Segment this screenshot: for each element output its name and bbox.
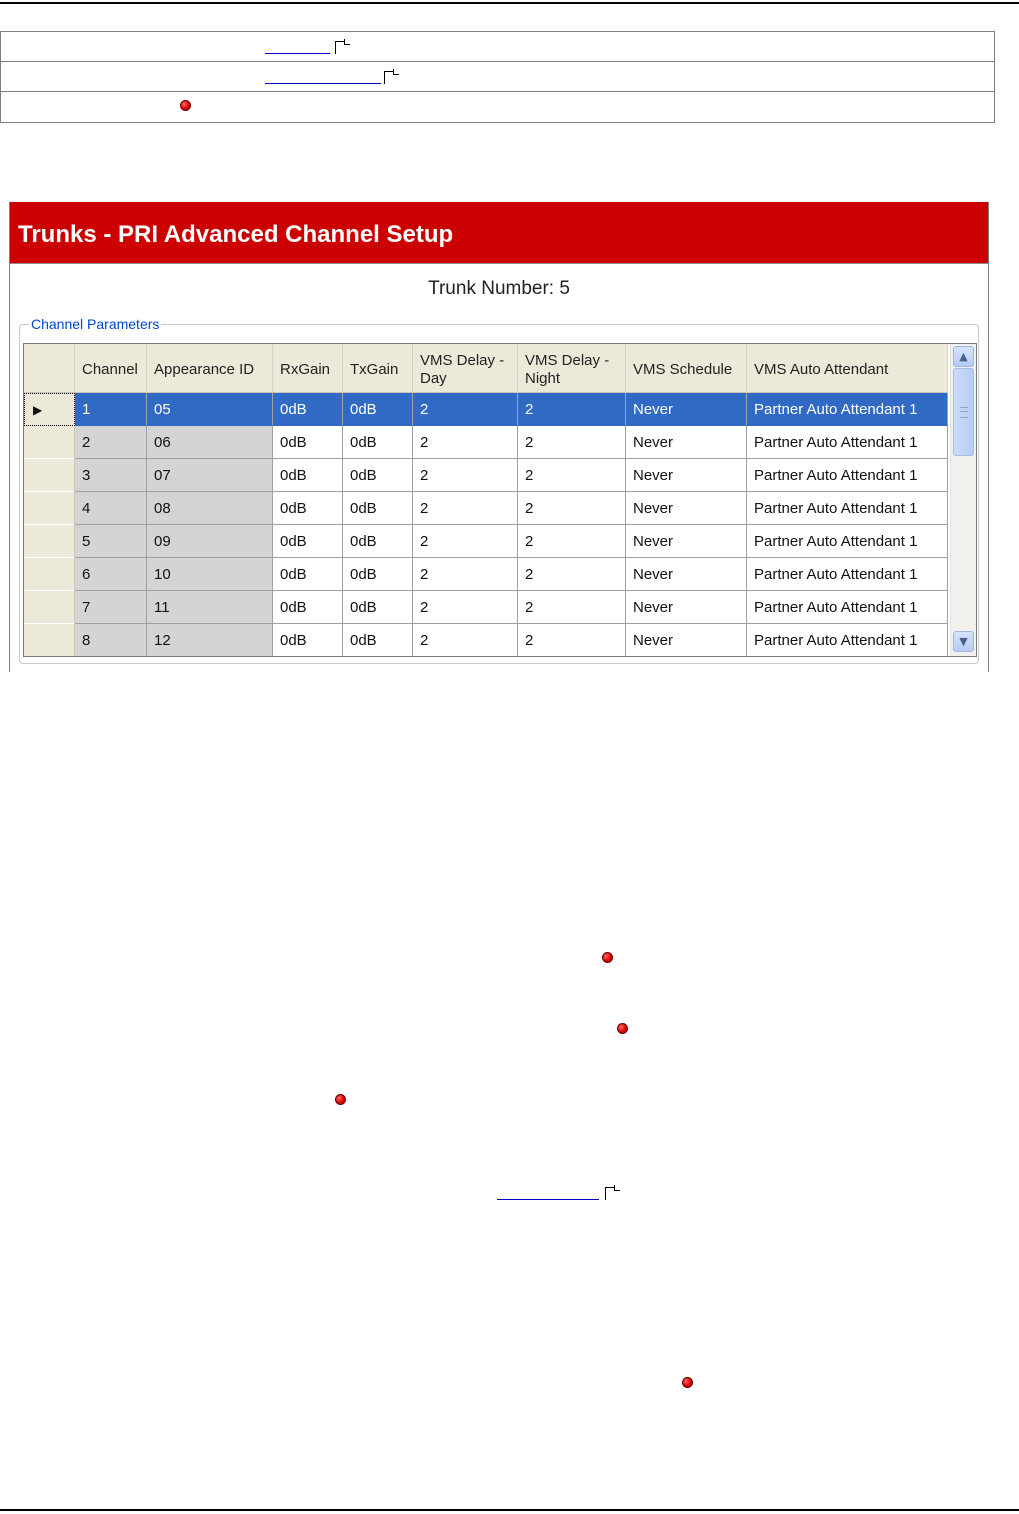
vms-delay-night-cell[interactable]: 2: [518, 624, 626, 657]
row-header[interactable]: [24, 591, 75, 624]
rx-gain-cell[interactable]: 0dB: [273, 591, 343, 624]
info-row: [1, 92, 994, 122]
table-row[interactable]: [24, 591, 948, 624]
vms-auto-attendant-cell[interactable]: Partner Auto Attendant 1: [747, 624, 948, 657]
vms-auto-attendant-cell[interactable]: Partner Auto Attendant 1: [747, 591, 948, 624]
channel-cell[interactable]: 8: [75, 624, 147, 657]
table-row[interactable]: [24, 426, 948, 459]
tx-gain-cell[interactable]: 0dB: [343, 393, 413, 426]
appearance-id-cell[interactable]: 07: [147, 459, 273, 492]
channel-cell[interactable]: 1: [75, 393, 147, 426]
vms-delay-day-cell[interactable]: 2: [413, 426, 518, 459]
tx-gain-cell[interactable]: 0dB: [343, 426, 413, 459]
window-title: Trunks - PRI Advanced Channel Setup: [18, 221, 454, 248]
vms-delay-day-cell[interactable]: 2: [413, 492, 518, 525]
vms-schedule-cell[interactable]: Never: [626, 591, 747, 624]
vms-delay-night-cell[interactable]: 2: [518, 525, 626, 558]
vms-delay-night-cell[interactable]: 2: [518, 459, 626, 492]
appearance-id-cell[interactable]: 10: [147, 558, 273, 591]
vms-delay-day-cell[interactable]: 2: [413, 558, 518, 591]
row-header[interactable]: [24, 525, 75, 558]
channel-parameters-grid[interactable]: [23, 343, 977, 657]
rx-gain-cell[interactable]: 0dB: [273, 459, 343, 492]
reference-mark-icon: [605, 1185, 623, 1199]
scroll-down-icon[interactable]: ▼: [953, 631, 974, 652]
tx-gain-cell[interactable]: 0dB: [343, 459, 413, 492]
tx-gain-cell[interactable]: 0dB: [343, 624, 413, 657]
vms-delay-day-cell[interactable]: 2: [413, 624, 518, 657]
channel-cell[interactable]: 6: [75, 558, 147, 591]
row-header[interactable]: [24, 558, 75, 591]
table-row[interactable]: [24, 525, 948, 558]
row-header[interactable]: [24, 426, 75, 459]
column-header-vms-auto-attendant[interactable]: VMS Auto Attendant: [747, 344, 948, 392]
vms-delay-night-cell[interactable]: 2: [518, 393, 626, 426]
vms-delay-night-cell[interactable]: 2: [518, 591, 626, 624]
channel-cell[interactable]: 2: [75, 426, 147, 459]
column-header-tx-gain[interactable]: TxGain: [343, 344, 413, 392]
tx-gain-cell[interactable]: 0dB: [343, 591, 413, 624]
info-link[interactable]: [265, 62, 381, 84]
red-dot-icon: [335, 1094, 346, 1105]
vms-schedule-cell[interactable]: Never: [626, 459, 747, 492]
scroll-thumb[interactable]: [953, 368, 974, 456]
column-header-appearance-id[interactable]: Appearance ID: [147, 344, 273, 392]
table-row[interactable]: [24, 624, 948, 657]
info-row: [1, 32, 994, 62]
appearance-id-cell[interactable]: 09: [147, 525, 273, 558]
reference-mark-icon: [384, 69, 402, 83]
info-table: [0, 31, 995, 123]
column-header-vms-delay-night[interactable]: VMS Delay - Night: [518, 344, 626, 392]
channel-cell[interactable]: 7: [75, 591, 147, 624]
reference-mark-icon: [335, 39, 353, 53]
info-link[interactable]: [497, 1178, 599, 1200]
window-title-bar: [10, 202, 988, 264]
vms-delay-night-cell[interactable]: 2: [518, 426, 626, 459]
rx-gain-cell[interactable]: 0dB: [273, 393, 343, 426]
top-rule: [0, 2, 1019, 4]
channel-cell[interactable]: 5: [75, 525, 147, 558]
vms-delay-day-cell[interactable]: 2: [413, 459, 518, 492]
vms-auto-attendant-cell[interactable]: Partner Auto Attendant 1: [747, 459, 948, 492]
rx-gain-cell[interactable]: 0dB: [273, 492, 343, 525]
channel-parameters-label: Channel Parameters: [31, 316, 160, 332]
rx-gain-cell[interactable]: 0dB: [273, 525, 343, 558]
row-header[interactable]: [24, 492, 75, 525]
tx-gain-cell[interactable]: 0dB: [343, 492, 413, 525]
rx-gain-cell[interactable]: 0dB: [273, 558, 343, 591]
vms-schedule-cell[interactable]: Never: [626, 492, 747, 525]
red-dot-icon: [617, 1023, 628, 1034]
appearance-id-cell[interactable]: 06: [147, 426, 273, 459]
vms-delay-day-cell[interactable]: 2: [413, 525, 518, 558]
vms-auto-attendant-cell[interactable]: Partner Auto Attendant 1: [747, 426, 948, 459]
scroll-up-icon[interactable]: ▲: [953, 346, 974, 367]
appearance-id-cell[interactable]: 12: [147, 624, 273, 657]
vms-delay-day-cell[interactable]: 2: [413, 393, 518, 426]
channel-cell[interactable]: 3: [75, 459, 147, 492]
tx-gain-cell[interactable]: 0dB: [343, 558, 413, 591]
table-row[interactable]: [24, 492, 948, 525]
grid-header: [24, 344, 948, 393]
trunk-number-label: Trunk Number: 5: [428, 278, 570, 299]
red-dot-icon: [682, 1377, 693, 1388]
channel-cell[interactable]: 4: [75, 492, 147, 525]
red-dot-icon: [180, 100, 191, 111]
appearance-id-cell[interactable]: 05: [147, 393, 273, 426]
row-header-corner: [24, 344, 75, 392]
info-link[interactable]: [265, 32, 330, 54]
vms-auto-attendant-cell[interactable]: Partner Auto Attendant 1: [747, 492, 948, 525]
appearance-id-cell[interactable]: 11: [147, 591, 273, 624]
tx-gain-cell[interactable]: 0dB: [343, 525, 413, 558]
table-row[interactable]: [24, 558, 948, 591]
vms-schedule-cell[interactable]: Never: [626, 624, 747, 657]
vertical-scrollbar[interactable]: [950, 344, 976, 656]
vms-schedule-cell[interactable]: Never: [626, 426, 747, 459]
rx-gain-cell[interactable]: 0dB: [273, 426, 343, 459]
vms-delay-day-cell[interactable]: 2: [413, 591, 518, 624]
row-header[interactable]: [24, 459, 75, 492]
column-header-vms-schedule[interactable]: VMS Schedule: [626, 344, 747, 392]
column-header-channel[interactable]: Channel: [75, 344, 147, 392]
rx-gain-cell[interactable]: 0dB: [273, 624, 343, 657]
grip-icon: [960, 407, 968, 418]
row-header[interactable]: [24, 624, 75, 657]
grid-body: [24, 393, 948, 657]
red-dot-icon: [602, 952, 613, 963]
current-row-pointer-icon[interactable]: ▶: [24, 393, 75, 426]
vms-schedule-cell[interactable]: Never: [626, 393, 747, 426]
vms-delay-night-cell[interactable]: 2: [518, 558, 626, 591]
column-header-vms-delay-day[interactable]: VMS Delay - Day: [413, 344, 518, 392]
vms-delay-night-cell[interactable]: 2: [518, 492, 626, 525]
vms-auto-attendant-cell[interactable]: Partner Auto Attendant 1: [747, 393, 948, 426]
table-row[interactable]: [24, 393, 948, 426]
info-row: [1, 62, 994, 92]
vms-auto-attendant-cell[interactable]: Partner Auto Attendant 1: [747, 558, 948, 591]
vms-schedule-cell[interactable]: Never: [626, 558, 747, 591]
vms-schedule-cell[interactable]: Never: [626, 525, 747, 558]
table-row[interactable]: [24, 459, 948, 492]
pri-advanced-channel-setup-window: [9, 202, 989, 672]
column-header-rx-gain[interactable]: RxGain: [273, 344, 343, 392]
appearance-id-cell[interactable]: 08: [147, 492, 273, 525]
vms-auto-attendant-cell[interactable]: Partner Auto Attendant 1: [747, 525, 948, 558]
bottom-rule: [0, 1509, 1019, 1511]
